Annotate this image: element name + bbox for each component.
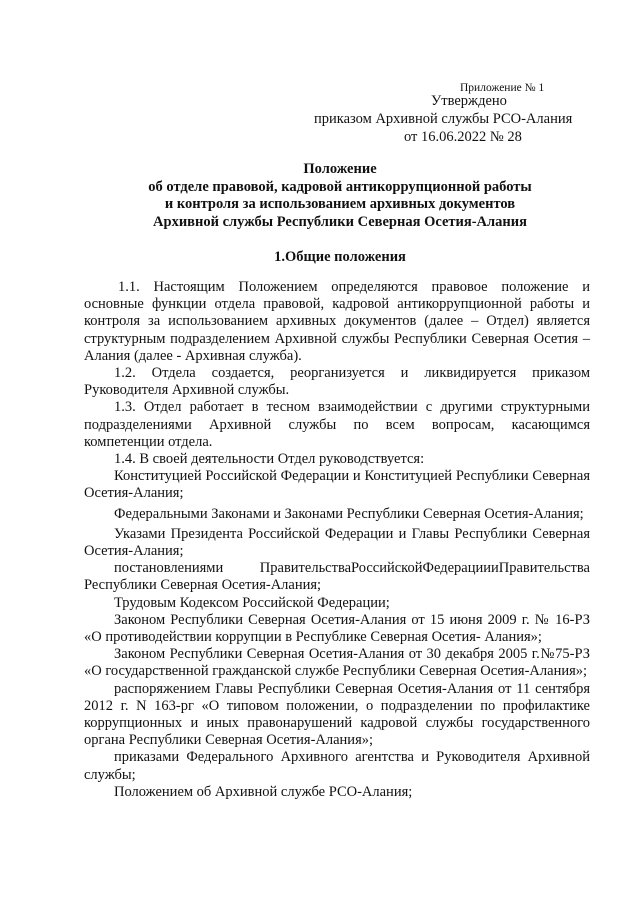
paragraph-1-1: 1.1. Настоящим Положением определяются правовое положение и основные функции отдела правовой, кадровой антикоррупционной работы и контроля за использованием архивных документов (далее – Отдел) является структурным подразделением Архивной службы Республики Северная Осетия – Алания (далее - Архивная служба). [84,279,590,364]
paragraph-1-2: 1.2. Отдела создается, реорганизуется и ликвидируется приказом Руководителя Архивной службы. [84,365,590,399]
list-item: Положением об Архивной службе РСО-Алания; [114,783,413,800]
list-item: Законом Республики Северная Осетия-Алания от 30 декабря 2005 г.№75-РЗ «О государственной гражданской службе Республики Северная Осетия-Алания»; [84,646,590,680]
list-item: Федеральными Законами и Законами Республики Северная Осетия-Алания; [114,505,584,522]
approved-label: Утверждено [431,93,507,109]
document-body [84,279,590,801]
list-item: Трудовым Кодексом Российской Федерации; [114,594,390,611]
title-line: и контроля за использованием архивных документов [164,196,516,213]
paragraph-1-4: 1.4. В своей деятельности Отдел руководствуется: [114,451,425,468]
list-item: приказами Федерального Архивного агентства и Руководителя Архивной службы; [84,749,590,783]
title-line: Положение [303,161,377,177]
paragraph-1-3: 1.3. Отдел работает в тесном взаимодействии с другими структурными подразделениями Архивной службы по всем вопросам, касающимся компетенции отдела. [84,399,590,450]
list-item: постановлениями ПравительстваРоссийскойФедерациииПравительства Республики Северная Осетия-Алания; [84,560,590,594]
title-line: Архивной службы Республики Северная Осетия-Алания [153,213,527,230]
list-item: Указами Президента Российской Федерации и Главы Республики Северная Осетия-Алания; [84,525,590,560]
list-item: Законом Республики Северная Осетия-Алания от 15 июня 2009 г. № 16-РЗ «О противодействии коррупции в Республике Северная Осетия- Алания»; [84,611,590,646]
title-line: об отделе правовой, кадровой антикоррупционной работы [148,178,532,195]
list-item: Конституцией Российской Федерации и Конституцией Республики Северная Осетия-Алания; [84,468,590,502]
approval-date: от 16.06.2022 № 28 [404,129,522,145]
section-heading: 1.Общие положения [274,249,406,265]
approval-order: приказом Архивной службы РСО-Алания [314,111,573,127]
list-item: распоряжением Главы Республики Северная Осетия-Алания от 11 сентября 2012 г. N 163-рг «О типовом положении, о подразделении по профилактике коррупционных и иных правонарушений кадровой службы государственного органа Республики Северная Осетия-Алания»; [84,680,590,749]
document-title [80,161,600,231]
annex-label: Приложение № 1 [460,82,545,94]
